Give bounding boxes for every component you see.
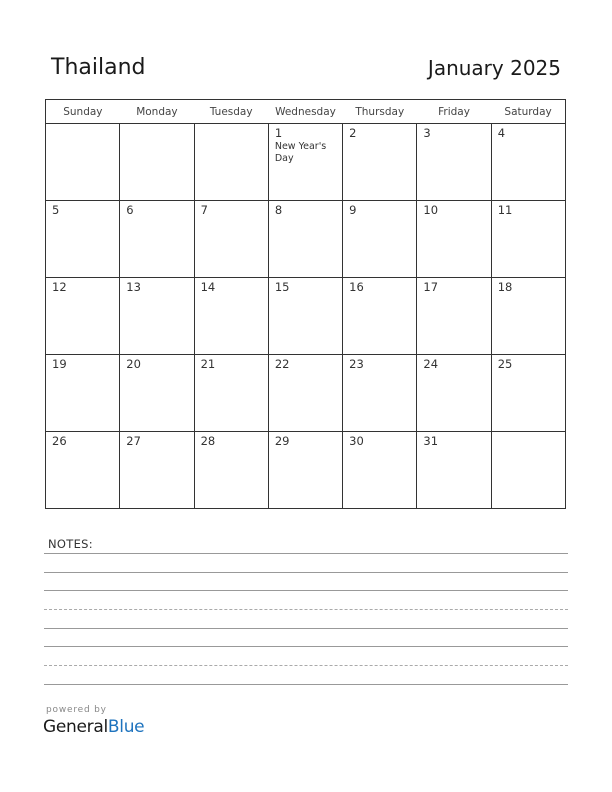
day-number: 10 [423, 203, 439, 217]
day-number: 30 [349, 434, 364, 448]
day-cell [343, 278, 417, 355]
day-number: 16 [349, 280, 364, 294]
notes-line [44, 628, 568, 629]
day-cell [343, 124, 417, 201]
day-cell [491, 201, 565, 278]
logo-blue-text: Blue [107, 717, 145, 737]
day-number: 24 [423, 357, 439, 371]
day-number: 29 [274, 434, 290, 448]
day-cell [120, 278, 194, 355]
weekday-header-monday: Monday [120, 100, 194, 124]
holiday-label: New Year's Day [274, 141, 327, 164]
day-number: 9 [349, 203, 357, 217]
day-cell [343, 432, 417, 509]
day-cell [343, 355, 417, 432]
day-number: 15 [274, 280, 290, 294]
day-cell [343, 201, 417, 278]
day-cell [417, 124, 491, 201]
day-cell [46, 432, 120, 509]
day-number [492, 432, 565, 434]
day-number: 11 [497, 203, 513, 217]
day-number: 12 [52, 280, 67, 294]
day-cell [417, 278, 491, 355]
day-number: 1 [274, 126, 283, 140]
day-number: 17 [423, 280, 439, 294]
country-title: Thailand [51, 55, 146, 80]
weekday-header-saturday: Saturday [491, 100, 565, 124]
day-number [120, 124, 193, 126]
day-cell [46, 355, 120, 432]
day-cell [194, 278, 268, 355]
day-number: 21 [200, 357, 216, 371]
notes-line [44, 590, 568, 591]
notes-label: NOTES: [48, 537, 93, 551]
weekday-header-thursday: Thursday [343, 100, 417, 124]
day-number [195, 124, 268, 126]
day-cell [417, 355, 491, 432]
day-cell [120, 124, 194, 201]
day-cell [491, 432, 565, 509]
day-number: 3 [423, 126, 431, 140]
day-number: 26 [52, 434, 67, 448]
day-cell [268, 278, 342, 355]
notes-line [44, 684, 568, 685]
week-row [46, 201, 566, 278]
day-number: 4 [497, 126, 506, 140]
month-year-title: January 2025 [427, 56, 561, 80]
day-cell [46, 124, 120, 201]
notes-line [44, 609, 568, 610]
notes-line [44, 665, 568, 666]
day-number: 25 [497, 357, 513, 371]
day-cell [194, 201, 268, 278]
day-cell [417, 201, 491, 278]
day-cell [268, 432, 342, 509]
weekday-header-friday: Friday [417, 100, 491, 124]
day-cell [120, 432, 194, 509]
day-cell [417, 432, 491, 509]
day-number: 19 [52, 357, 67, 371]
weekday-header-sunday: Sunday [46, 100, 120, 124]
day-number: 22 [274, 357, 290, 371]
weekday-header-tuesday: Tuesday [194, 100, 268, 124]
week-row [46, 432, 566, 509]
week-row [46, 124, 566, 201]
day-cell [194, 432, 268, 509]
day-number: 8 [274, 203, 283, 217]
day-number: 27 [126, 434, 141, 448]
day-cell [491, 278, 565, 355]
day-number: 2 [349, 126, 357, 140]
day-number [46, 124, 119, 126]
weekday-header-row [46, 100, 566, 124]
day-cell [268, 355, 342, 432]
week-row [46, 278, 566, 355]
day-number: 5 [52, 203, 60, 217]
calendar-grid [45, 99, 566, 509]
day-number: 28 [200, 434, 216, 448]
day-number: 23 [349, 357, 364, 371]
day-cell [194, 124, 268, 201]
day-cell [268, 124, 342, 201]
day-number: 20 [126, 357, 141, 371]
weekday-header-wednesday: Wednesday [268, 100, 342, 124]
day-number: 13 [126, 280, 141, 294]
day-cell [46, 278, 120, 355]
day-cell [491, 355, 565, 432]
day-number: 14 [200, 280, 216, 294]
day-cell [268, 201, 342, 278]
day-cell [120, 201, 194, 278]
day-cell [491, 124, 565, 201]
day-number: 7 [200, 203, 208, 217]
logo-general-text: General [43, 717, 108, 737]
notes-line [44, 553, 568, 554]
notes-line [44, 646, 568, 647]
day-cell [194, 355, 268, 432]
day-number: 18 [497, 280, 513, 294]
powered-by-text: powered by [46, 705, 107, 715]
day-cell [120, 355, 194, 432]
notes-line [44, 572, 568, 573]
week-row [46, 355, 566, 432]
generalblue-logo [43, 717, 144, 737]
day-cell [46, 201, 120, 278]
day-number: 31 [423, 434, 439, 448]
day-number: 6 [126, 203, 134, 217]
